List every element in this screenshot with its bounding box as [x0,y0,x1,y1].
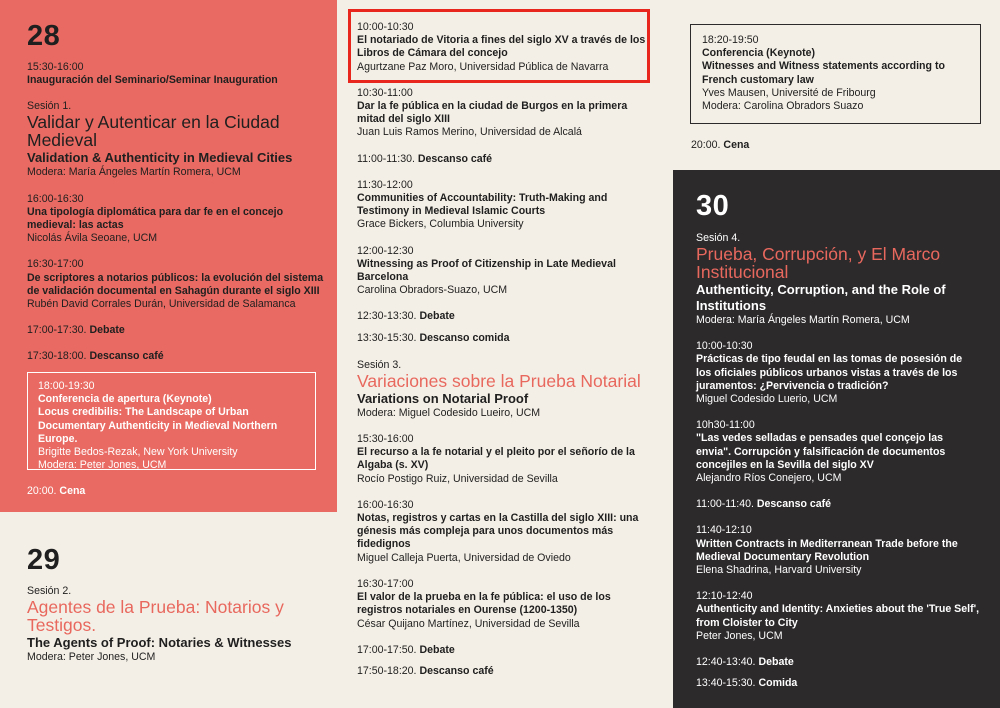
lunch-item [357,332,647,345]
session-4-label: Sesión 4. [696,232,741,244]
keynote-title: Conferencia (Keynote) [702,47,816,60]
keynote-box-day29 [690,24,981,124]
dinner-day29 [691,139,749,152]
talk-title: De scriptores a notarios públicos: la evolución del sistema de validación documental en Sahagún durante el siglo XIII [27,271,324,297]
debate-time: 17:00-17:30. [27,324,87,337]
session-4-header [696,232,980,327]
debate-time: 12:30-13:30. [357,310,417,323]
session-1-title-es: Validar y Autenticar en la Ciudad Medieval [27,112,280,151]
session-4-title-en: Authenticity, Corruption, and the Role of Institutions [696,282,946,313]
talk-title: Communities of Accountability: Truth-Making and Testimony in Medieval Islamic Courts [357,192,608,218]
highlight-box [348,9,650,83]
day-29-number: 29 [27,544,61,576]
day-29-middle-column [357,21,647,678]
coffee-label: Descanso café [417,152,493,165]
talk-speaker: Rocío Postigo Ruiz, Universidad de Sevilla [357,472,558,485]
talk-speaker: Agurtzane Paz Moro, Universidad Pública de Navarra [357,60,609,73]
session-1-title-en: Validation & Authenticity in Medieval Cities [27,150,293,166]
session-3-moderator: Modera: Miguel Codesido Lueiro, UCM [357,406,541,419]
talk-speaker: Alejandro Ríos Conejero, UCM [696,472,842,485]
talk-title: El notariado de Vitoria a fines del siglo XV a través de los Libros de Cámara del concejo [357,34,646,60]
talk-item [27,193,327,246]
debate-item [27,324,327,337]
coffee-label: Descanso café [89,350,164,363]
session-1-label: Sesión 1. [27,100,72,113]
session-1-moderator: Modera: María Ángeles Martín Romera, UCM [27,166,241,179]
talk-time: 11:30-12:00 [357,178,413,191]
talk-time: 15:30-16:00 [357,433,414,446]
session-3-title-en: Variations on Notarial Proof [357,390,529,406]
keynote-time: 18:20-19:50 [702,34,759,46]
coffee-item [696,498,980,511]
talk-title: Witnessing as Proof of Citizenship in Late Medieval Barcelona [357,257,616,284]
dinner-time: 20:00. [27,485,57,497]
talk-time: 16:00-16:30 [357,498,414,511]
keynote-subtitle: Locus credibilis: The Landscape of Urban Documentary Authenticity in Medieval Northern Europe. [38,406,278,445]
debate-label: Debate [419,310,455,323]
coffee-item [357,665,647,678]
talk-time: 16:30-17:00 [27,258,84,271]
talk-speaker: Miguel Calleja Puerta, Universidad de Oviedo [357,551,571,564]
talk-time: 10:00-10:30 [357,21,414,33]
session-3-label: Sesión 3. [357,358,402,371]
talk-item [696,590,980,643]
coffee-label: Descanso café [756,498,832,511]
talk-title: Notas, registros y cartas en la Castilla del siglo XIII: una génesis más compleja para unos documentos más fidedignos [357,512,639,551]
talk-item [357,179,647,232]
talk-time: 10h30-11:00 [696,419,755,432]
dinner-day28 [27,485,85,498]
coffee-item [27,350,327,363]
session-1-header [27,100,327,179]
talk-time: 12:10-12:40 [696,590,753,603]
talk-time: 16:00-16:30 [27,192,84,205]
dinner-label: Cena [723,139,750,151]
debate-label: Debate [758,656,794,669]
keynote-moderator: Modera: Carolina Obradors Suazo [702,100,864,113]
coffee-time: 11:00-11:40. [696,498,754,511]
talk-title: Una tipología diplomática para dar fe en el concejo medieval: las actas [27,205,284,232]
talk-time: 12:00-12:30 [357,244,414,257]
opening-title: Inauguración del Seminario/Seminar Inauguration [27,74,278,87]
session-2-label: Sesión 2. [27,585,72,597]
lunch-time: 13:30-15:30. [357,331,417,344]
talk-item [357,87,647,140]
coffee-time: 11:00-11:30. [357,152,415,165]
talk-title: Written Contracts in Mediterranean Trade before the Medieval Documentary Revolution [696,537,958,563]
keynote-title: Conferencia de apertura (Keynote) [38,393,212,406]
talk-title: "Las vedes selladas e pensades quel conçejo las envia". Corrupción y falsificación de documentos concejiles en la Sevilla del siglo XV [696,432,946,471]
debate-item [357,644,647,657]
talk-item [696,524,980,577]
talk-speaker: Elena Shadrina, Harvard University [696,564,862,577]
keynote-day28 [38,380,313,472]
talk-title: El recurso a la fe notarial y el pleito por el señorío de la Algaba (s. XV) [357,446,635,472]
session-2-title-en: The Agents of Proof: Notaries & Witnesses [27,635,292,650]
coffee-time: 17:50-18:20. [357,664,417,677]
talk-title: Prácticas de tipo feudal en las tomas de posesión de los oficiales públicos urbanos vistas a través de los juramentos: ¿Pervivencia o tradición? [696,353,963,392]
opening-item [27,61,327,87]
talk-item [27,258,327,311]
lunch-time: 13:40-15:30. [696,677,756,690]
talk-item [696,340,980,406]
lunch-label: Descanso comida [419,331,510,344]
debate-label: Debate [419,643,455,656]
talk-item [696,419,980,485]
talk-speaker: César Quijano Martínez, Universidad de Sevilla [357,617,580,630]
coffee-item [357,153,647,166]
keynote-day29 [702,34,974,113]
keynote-speaker: Brigitte Bedos-Rezak, New York University [38,446,238,459]
keynote-box-day28 [27,372,316,470]
session-4-moderator: Modera: María Ángeles Martín Romera, UCM [696,314,910,326]
talk-item [357,433,647,486]
coffee-time: 17:30-18:00. [27,350,87,363]
talk-speaker: Peter Jones, UCM [696,629,783,642]
talk-time: 10:30-11:00 [357,86,413,99]
day-29-column-start [27,544,327,664]
session-2-title-es: Agentes de la Prueba: Notarios y Testigos. [27,597,284,635]
session-2-header [27,585,327,664]
day-28-number: 28 [27,20,61,52]
day-30-column [696,190,980,690]
session-2-moderator: Modera: Peter Jones, UCM [27,651,156,663]
talk-speaker: Rubén David Corrales Durán, Universidad de Salamanca [27,298,296,311]
keynote-moderator: Modera: Peter Jones, UCM [38,459,167,472]
talk-title: El valor de la prueba en la fe pública: el uso de los registros notariales en Ourense (1200-1350) [357,591,611,617]
talk-speaker: Carolina Obradors-Suazo, UCM [357,284,508,297]
talk-item [357,245,647,298]
debate-time: 12:40-13:40. [696,656,756,669]
talk-time: 10:00-10:30 [696,340,753,353]
dinner-time: 20:00. [691,139,721,151]
talk-title: Authenticity and Identity: Anxieties about the 'True Self', from Cloister to City [696,603,980,629]
talk-speaker: Grace Bickers, Columbia University [357,218,524,231]
talk-item [357,499,647,565]
day-30-number: 30 [696,190,730,222]
debate-label: Debate [89,324,125,337]
keynote-time: 18:00-19:30 [38,380,95,392]
talk-speaker: Nicolás Ávila Seoane, UCM [27,232,158,245]
day-28-column [27,20,327,364]
debate-item [357,310,647,323]
keynote-subtitle: Witnesses and Witness statements according to French customary law [702,60,945,86]
opening-time: 15:30-16:00 [27,61,84,73]
lunch-item [696,677,980,690]
talk-speaker: Juan Luis Ramos Merino, Universidad de Alcalá [357,126,582,139]
session-3-title-es: Variaciones sobre la Prueba Notarial [357,370,641,391]
lunch-label: Comida [758,677,798,690]
session-4-title-es: Prueba, Corrupción, y El Marco Institucional [696,244,941,282]
debate-time: 17:00-17:50. [357,643,417,656]
session-3-header [357,359,647,420]
talk-time: 16:30-17:00 [357,577,414,590]
keynote-speaker: Yves Mausen, Université de Fribourg [702,86,876,99]
talk-speaker: Miguel Codesido Luerio, UCM [696,393,838,406]
talk-time: 11:40-12:10 [696,524,752,537]
dinner-label: Cena [59,485,86,497]
talk-title: Dar la fe pública en la ciudad de Burgos en la primera mitad del siglo XIII [357,100,628,126]
talk-item [357,578,647,631]
debate-item [696,656,980,669]
coffee-label: Descanso café [419,664,494,677]
